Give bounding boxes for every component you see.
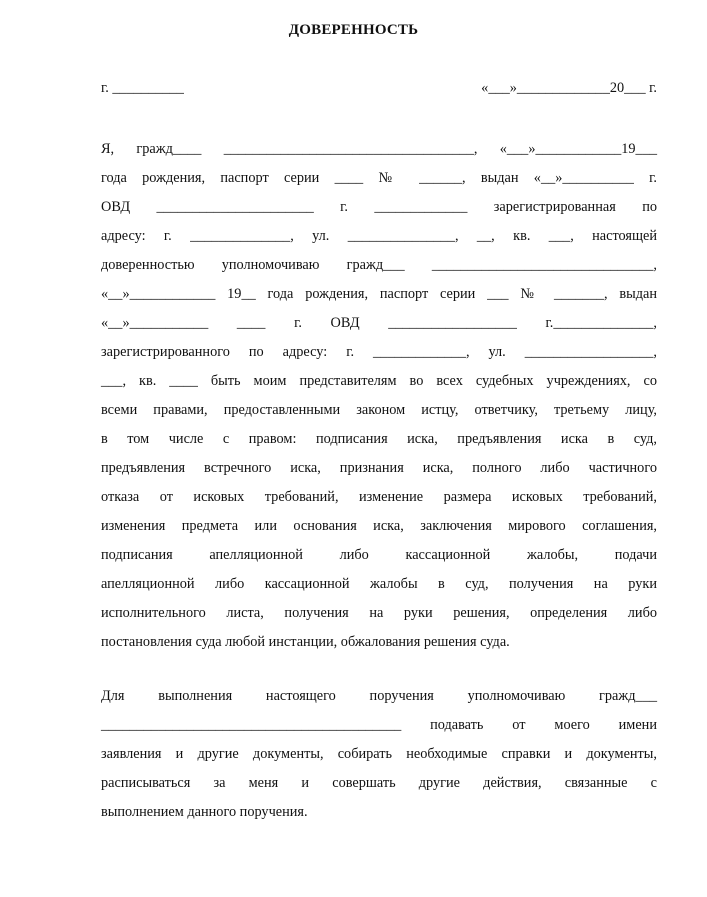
text-line: подписания апелляционной либо кассационной жалобы, подачи [101, 547, 657, 563]
document-title: ДОВЕРЕННОСТЬ [288, 22, 419, 38]
text-line: предъявления встречного иска, признания иска, полного либо частичного [101, 460, 657, 476]
text-line: расписываться за меня и совершать другие действия, связанные с [101, 775, 657, 791]
text-line: постановления суда любой инстанции, обжалования решения суда. [101, 634, 510, 650]
text-line: «__»____________ 19__ года рождения, паспорт серии ___ № _______, выдан [101, 286, 657, 302]
text-line: выполнением данного поручения. [101, 804, 308, 820]
text-line: апелляционной либо кассационной жалобы в суд, получения на руки [101, 576, 657, 592]
text-line: исполнительного листа, получения на руки решения, определения либо [101, 605, 657, 621]
text-line: Для выполнения настоящего поручения уполномочиваю гражд___ [101, 688, 657, 704]
text-line: ОВД ______________________ г. _____________ зарегистрированная по [101, 199, 657, 215]
text-line: «__»___________ ____ г. ОВД __________________ г.______________, [101, 315, 657, 331]
text-line: Я, гражд____ ___________________________________, «___»____________19___ [101, 141, 657, 157]
text-line: изменения предмета или основания иска, заключения мирового соглашения, [101, 518, 657, 534]
text-line: отказа от исковых требований, изменение размера исковых требований, [101, 489, 657, 505]
text-line: года рождения, паспорт серии ____ № ______, выдан «__»__________ г. [101, 170, 657, 186]
city-field: г. __________ [101, 80, 184, 96]
text-line: зарегистрированного по адресу: г. _____________, ул. __________________, [101, 344, 657, 360]
text-line: всеми правами, предоставленными законом истцу, ответчику, третьему лицу, [101, 402, 657, 418]
text-line: в том числе с правом: подписания иска, предъявления иска в суд, [101, 431, 657, 447]
text-line: адресу: г. ______________, ул. _______________, __, кв. ___, настоящей [101, 228, 657, 244]
text-line: ___, кв. ____ быть моим представителям во всех судебных учреждениях, со [101, 373, 657, 389]
text-line: __________________________________________ подавать от моего имени [101, 717, 657, 733]
text-line: заявления и другие документы, собирать необходимые справки и документы, [101, 746, 657, 762]
date-field: «___»_____________20___ г. [481, 80, 657, 96]
text-line: доверенностью уполномочиваю гражд___ _______________________________, [101, 257, 657, 273]
